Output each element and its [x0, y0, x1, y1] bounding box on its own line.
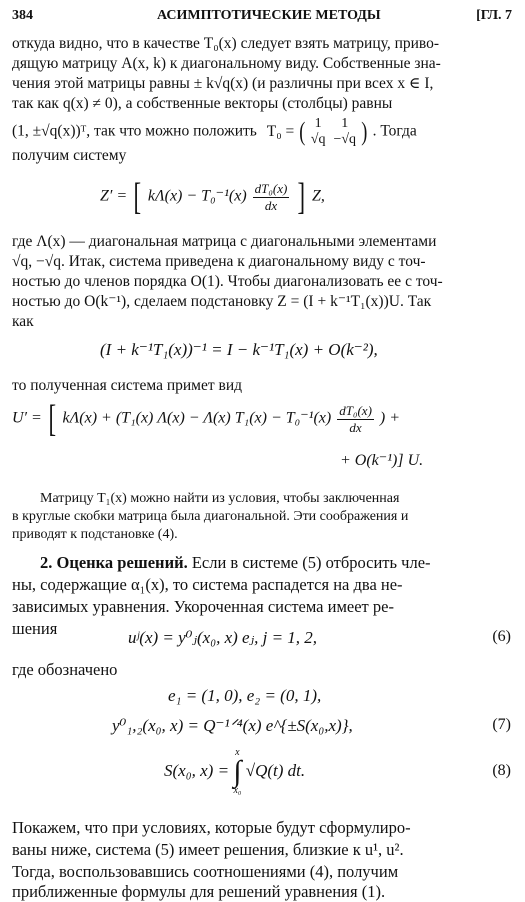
text-line: в круглые скобки матрица была диагональной. Эти соображения и	[12, 509, 409, 524]
text-fragment: Если в системе (5) отбросить чле-	[191, 553, 431, 572]
text-line: √q, −√q. Итак, система приведена к диагональному виду с точ-	[12, 253, 426, 270]
equation-lhs: U′ =	[12, 409, 42, 427]
fraction-numerator: dT₀(x)	[339, 402, 372, 418]
matrix-cell: −√q	[333, 132, 357, 147]
text-line: приближенные формулы для решений уравнения (1).	[12, 882, 386, 901]
eigenvector-matrix: ( 1 1 √q −√q )	[299, 116, 368, 147]
text-line: получим систему	[12, 147, 127, 164]
text-line: приводят к подстановке (4).	[12, 527, 178, 542]
equation-u-line2: + O(k⁻¹)] U.	[340, 452, 424, 469]
text-fragment: . Тогда	[372, 122, 417, 140]
integral-sign: x ∫ x₀	[233, 747, 242, 796]
fraction	[253, 181, 290, 214]
text-line: ностью до O(k⁻¹), сделаем подстановку Z = (I + k⁻¹T₁(x))U. Так	[12, 293, 432, 310]
text-line: откуда видно, что в качестве T₀(x) следует взять матрицу, приво-	[12, 35, 440, 52]
equation-basis: e₁ = (1, 0), e₂ = (0, 1),	[168, 686, 322, 705]
equation-8	[164, 748, 305, 796]
integral-upper-limit: x	[235, 747, 240, 758]
fraction-denominator: dx	[264, 197, 278, 213]
text-line: шения	[12, 619, 58, 638]
matrix-cell: 1	[341, 116, 349, 131]
text-line: ваны ниже, система (5) имеет решения, близкие к u¹, u².	[12, 840, 404, 859]
text-line	[12, 116, 512, 148]
fraction-numerator: dT₀(x)	[254, 180, 288, 196]
fraction-denominator: dx	[349, 419, 362, 435]
equation-number: (7)	[492, 716, 511, 733]
equation-number: (6)	[492, 628, 511, 645]
matrix-cell: √q	[310, 132, 326, 147]
integrand: √Q(t) dt.	[245, 760, 306, 780]
text-fragment: (1, ±√q(x))ᵀ, так что можно положить	[12, 122, 257, 140]
text-line: где Λ(x) — диагональная матрица с диагональными элементами	[12, 233, 437, 250]
text-line: Покажем, что при условиях, которые будут сформулиро-	[12, 818, 411, 837]
text-line	[40, 553, 510, 573]
text-line: ны, содержащие α₁(x), то система распадется на два не-	[12, 575, 403, 594]
matrix-label: T₀ =	[266, 122, 295, 140]
equation-body: kΛ(x) − T₀⁻¹(x)	[147, 187, 247, 205]
text-line: где обозначено	[12, 660, 118, 679]
page-number: 384	[12, 8, 33, 23]
equation-tail: ) +	[379, 409, 401, 427]
integral-lower-limit: x₀	[233, 785, 242, 796]
section-heading: 2. Оценка решений.	[40, 553, 188, 572]
equation-lhs: Z′ =	[100, 187, 128, 205]
equation-body: kΛ(x) + (T₁(x) Λ(x) − Λ(x) T₁(x) − T₀⁻¹(x)	[62, 409, 332, 427]
chapter-label: [ГЛ. 7	[476, 8, 512, 23]
running-title: АСИМПТОТИЧЕСКИЕ МЕТОДЫ	[157, 8, 381, 23]
text-line: чения этой матрицы равны ± k√q(x) (и различны при всех x ∈ I,	[12, 75, 434, 92]
equation-7: y⁰₁,₂(x₀, x) = Q⁻¹ᐟ⁴(x) e^{±S(x₀,x)},	[112, 716, 353, 735]
equation-lhs: S(x₀, x) =	[164, 760, 230, 780]
equation-6: uʲ(x) = y⁰ⱼ(x₀, x) eⱼ, j = 1, 2,	[128, 628, 318, 647]
text-line: дящую матрицу A(x, k) к диагональному виду. Собственные зна-	[12, 55, 441, 72]
text-line: Тогда, воспользовавшись соотношениями (4), получим	[12, 862, 399, 881]
text-line: ностью до членов порядка O(1). Чтобы диагонализовать ее с точ-	[12, 273, 443, 290]
equation-tail: Z,	[311, 187, 325, 205]
text-line: так как q(x) ≠ 0), а собственные векторы (столбцы) равны	[12, 95, 393, 112]
equation-inverse: (I + k⁻¹T₁(x))⁻¹ = I − k⁻¹T₁(x) + O(k⁻²),	[100, 340, 378, 359]
equation-u-line1: U′ = [ kΛ(x) + (T₁(x) Λ(x) − Λ(x) T₁(x) − T₀⁻¹(x) $\frac{\text{dT₀(x)}}{dx}$ ) +	[12, 398, 401, 440]
equation-number: (8)	[492, 762, 511, 779]
text-line: то полученная система примет вид	[12, 377, 243, 394]
text-line: зависимых уравнения. Укороченная система имеет ре-	[12, 597, 394, 616]
text-line: Матрицу T₁(x) можно найти из условия, чтобы заключенная	[40, 491, 400, 506]
text-line: как	[12, 313, 34, 330]
equation-z: Z′ = [ kΛ(x) − T₀⁻¹(x) $\frac{\text{dT₀(x)}}{dx}$ ] Z,	[100, 176, 325, 218]
matrix-cell: 1	[314, 116, 322, 131]
fraction	[337, 403, 374, 436]
